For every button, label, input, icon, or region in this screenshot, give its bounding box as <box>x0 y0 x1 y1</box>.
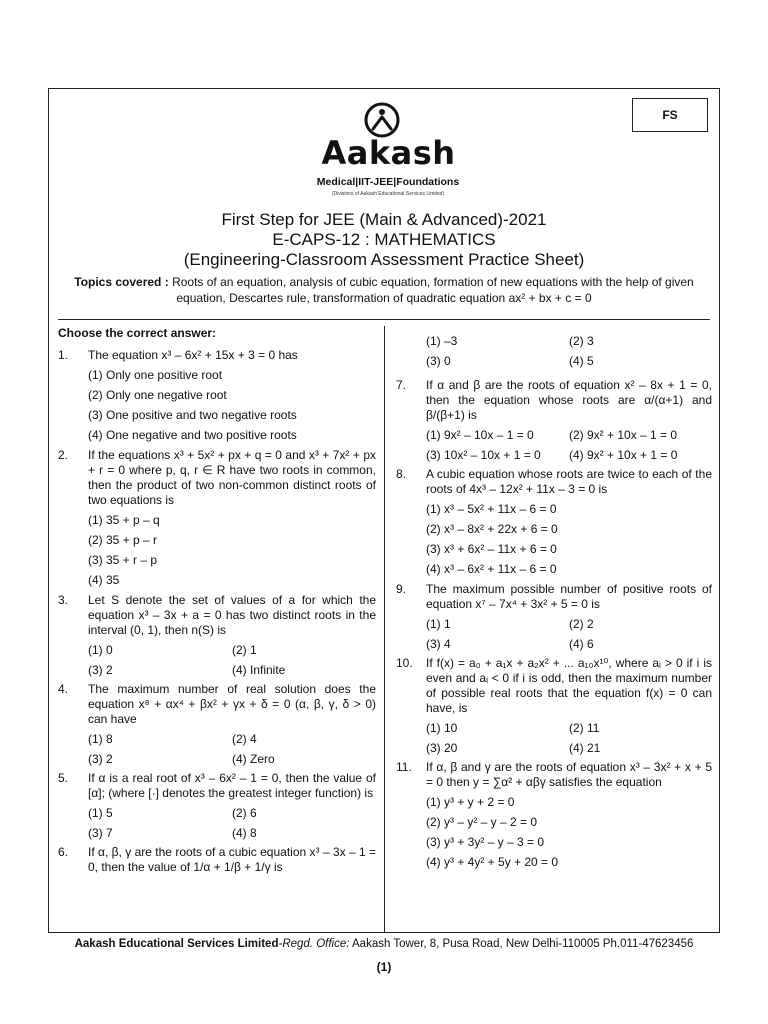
answer-option[interactable]: (1) 10 <box>426 721 458 735</box>
answer-option[interactable]: (1) y³ + y + 2 = 0 <box>426 795 515 809</box>
question-text: Let S denote the set of values of a for which the equation x³ – 3x + a = 0 has two distinct roots in the interval (0, 1), then n(S) is <box>88 593 376 637</box>
left-column <box>58 326 376 879</box>
option-list <box>426 795 712 870</box>
question <box>396 760 712 870</box>
answer-option[interactable]: (1) 1 <box>426 617 451 631</box>
answer-option[interactable]: (3) 10x² – 10x + 1 = 0 <box>426 448 541 462</box>
answer-option[interactable]: (3) 0 <box>426 354 451 368</box>
answer-option[interactable]: (4) Infinite <box>232 663 286 677</box>
answer-option[interactable]: (1) –3 <box>426 334 458 348</box>
column-divider <box>384 326 385 932</box>
logo-name: Aakash <box>321 134 456 172</box>
answer-option[interactable]: (3) 4 <box>426 637 451 651</box>
sheet-title-line3: (Engineering-Classroom Assessment Practice Sheet) <box>183 250 585 269</box>
instruction: Choose the correct answer: <box>58 326 217 340</box>
question-text: If α is a real root of x³ – 6x² – 1 = 0, then the value of [α]; (where [·] denotes the greatest integer function) is <box>88 771 376 800</box>
question-text: The equation x³ – 6x² + 15x + 3 = 0 has <box>88 348 298 362</box>
option-list <box>88 368 376 443</box>
footer-office-label: -Regd. Office: <box>278 938 350 950</box>
answer-option[interactable]: (4) x³ – 6x² + 11x – 6 = 0 <box>426 562 557 576</box>
question-number: 10. <box>396 656 413 670</box>
question-text: If α and β are the roots of equation x² – 8x + 1 = 0, then the equation whose roots are α/(α+1) and β/(β+1) is <box>426 378 712 422</box>
answer-option[interactable]: (3) 2 <box>88 752 113 766</box>
answer-option[interactable]: (1) x³ – 5x² + 11x – 6 = 0 <box>426 502 557 516</box>
question-text: The maximum number of real solution does the equation x⁸ + αx⁴ + βx² + γx + δ = 0 (α, β, γ, δ > 0) can have <box>88 682 376 726</box>
answer-option[interactable]: (4) y³ + 4y² + 5y + 20 = 0 <box>426 855 559 869</box>
answer-option[interactable]: (3) 20 <box>426 741 458 755</box>
logo-tagline: Medical|IIT-JEE|Foundations <box>316 176 460 188</box>
question-text: If the equations x³ + 5x² + px + q = 0 and x³ + 7x² + px + r = 0 where p, q, r ∈ R have two roots in common, then the product of two non-common distinct roots of two equations is <box>88 448 376 507</box>
question-number: 1. <box>58 348 69 362</box>
question-number: 11. <box>396 760 412 774</box>
option-list <box>426 721 712 756</box>
answer-option[interactable]: (3) x³ + 6x² – 11x + 6 = 0 <box>426 542 557 556</box>
answer-option[interactable]: (2) 11 <box>569 721 600 735</box>
right-question-list <box>396 378 712 870</box>
question-number: 4. <box>58 682 69 696</box>
topics-covered <box>58 274 710 306</box>
question-text: A cubic equation whose roots are twice to each of the roots of 4x³ – 12x² + 11x – 3 = 0 is <box>426 467 712 496</box>
answer-option[interactable]: (3) One positive and two negative roots <box>88 408 297 422</box>
question-text: The maximum possible number of positive roots of equation x⁷ – 7x⁴ + 3x² + 5 = 0 is <box>426 582 712 611</box>
topics-text: Roots of an equation, analysis of cubic equation, formation of new equations with the help of given equation, Descartes rule, transformation of quadratic equation ax² + bx + c = 0 <box>168 275 694 305</box>
question <box>58 682 376 767</box>
right-column <box>396 334 712 875</box>
left-question-list <box>58 348 376 875</box>
question-number: 2. <box>58 448 69 462</box>
answer-option[interactable]: (1) 0 <box>88 643 113 657</box>
option-list <box>426 428 712 463</box>
option-list <box>88 513 376 588</box>
page-number: (1) <box>376 960 392 974</box>
question-number: 5. <box>58 771 69 785</box>
answer-option[interactable]: (2) 2 <box>569 617 594 631</box>
option-list <box>426 617 712 652</box>
sheet-title-line2: E-CAPS-12 : MATHEMATICS <box>272 230 496 249</box>
footer <box>48 938 720 950</box>
question <box>396 467 712 577</box>
footer-company: Aakash Educational Services Limited <box>74 938 279 950</box>
question <box>58 348 376 443</box>
answer-option[interactable]: (4) One negative and two positive roots <box>88 428 297 442</box>
answer-option[interactable]: (4) 8 <box>232 826 257 840</box>
answer-option[interactable]: (4) 35 <box>88 573 120 587</box>
answer-option[interactable]: (3) 35 + r – p <box>88 553 158 567</box>
question-text: If α, β, γ are the roots of a cubic equation x³ – 3x – 1 = 0, then the value of 1/α + 1/β + 1/γ is <box>88 845 376 874</box>
q6-options <box>396 334 712 369</box>
answer-option[interactable]: (2) x³ – 8x² + 22x + 6 = 0 <box>426 522 558 536</box>
answer-option[interactable]: (2) Only one negative root <box>88 388 227 402</box>
option-list <box>88 806 376 841</box>
question-number: 7. <box>396 378 407 392</box>
question-text: If α, β and γ are the roots of equation x³ – 3x² + x + 5 = 0 then y = ∑α² + αβγ satisfies the equation <box>426 760 712 789</box>
question-text: If f(x) = a₀ + a₁x + a₂x² + ... a₁₀x¹⁰, where aᵢ > 0 if i is even and aᵢ < 0 if i is odd, then the maximum number of possible real roots that the equation f(x) = 0 can have, is <box>426 656 712 715</box>
question-number: 6. <box>58 845 69 859</box>
answer-option[interactable]: (4) 6 <box>569 637 594 651</box>
fs-badge: FS <box>632 98 708 132</box>
answer-option[interactable]: (2) 35 + p – r <box>88 533 158 547</box>
answer-option[interactable]: (4) 9x² + 10x + 1 = 0 <box>569 448 678 462</box>
answer-option[interactable]: (2) 4 <box>232 732 257 746</box>
answer-option[interactable]: (2) 1 <box>232 643 257 657</box>
answer-option[interactable]: (1) Only one positive root <box>88 368 223 382</box>
answer-option[interactable]: (2) 3 <box>569 334 594 348</box>
answer-option[interactable]: (2) 9x² + 10x – 1 = 0 <box>569 428 678 442</box>
answer-option[interactable]: (1) 35 + p – q <box>88 513 160 527</box>
question <box>396 656 712 756</box>
answer-option[interactable]: (4) 5 <box>569 354 594 368</box>
answer-option[interactable]: (3) y³ + 3y² – y – 3 = 0 <box>426 835 545 849</box>
question-number: 9. <box>396 582 407 596</box>
topics-label: Topics covered : <box>74 275 169 289</box>
answer-option[interactable]: (2) y³ – y² – y – 2 = 0 <box>426 815 538 829</box>
answer-option[interactable]: (1) 9x² – 10x – 1 = 0 <box>426 428 534 442</box>
sheet-title-line1: First Step for JEE (Main & Advanced)-2021 <box>221 210 547 229</box>
answer-option[interactable]: (4) 21 <box>569 741 601 755</box>
question <box>396 378 712 463</box>
question <box>58 845 376 875</box>
header-divider <box>58 319 710 320</box>
option-list <box>426 502 712 577</box>
question-number: 8. <box>396 467 407 481</box>
answer-option[interactable]: (2) 6 <box>232 806 257 820</box>
question <box>58 771 376 841</box>
answer-option[interactable]: (3) 2 <box>88 663 113 677</box>
answer-option[interactable]: (1) 8 <box>88 732 113 746</box>
question <box>58 448 376 588</box>
logo-subline: (Divisions of Aakash Educational Services Limited) <box>331 191 445 197</box>
question-number: 3. <box>58 593 69 607</box>
footer-address: Aakash Tower, 8, Pusa Road, New Delhi-110005 Ph.011-47623456 <box>349 938 694 950</box>
question <box>396 582 712 652</box>
aakash-emblem-icon <box>364 102 400 138</box>
answer-option[interactable]: (4) Zero <box>232 752 275 766</box>
aakash-logo <box>308 100 468 210</box>
option-list <box>88 643 376 678</box>
answer-option[interactable]: (1) 5 <box>88 806 113 820</box>
option-list <box>88 732 376 767</box>
answer-option[interactable]: (3) 7 <box>88 826 113 840</box>
question <box>58 593 376 678</box>
